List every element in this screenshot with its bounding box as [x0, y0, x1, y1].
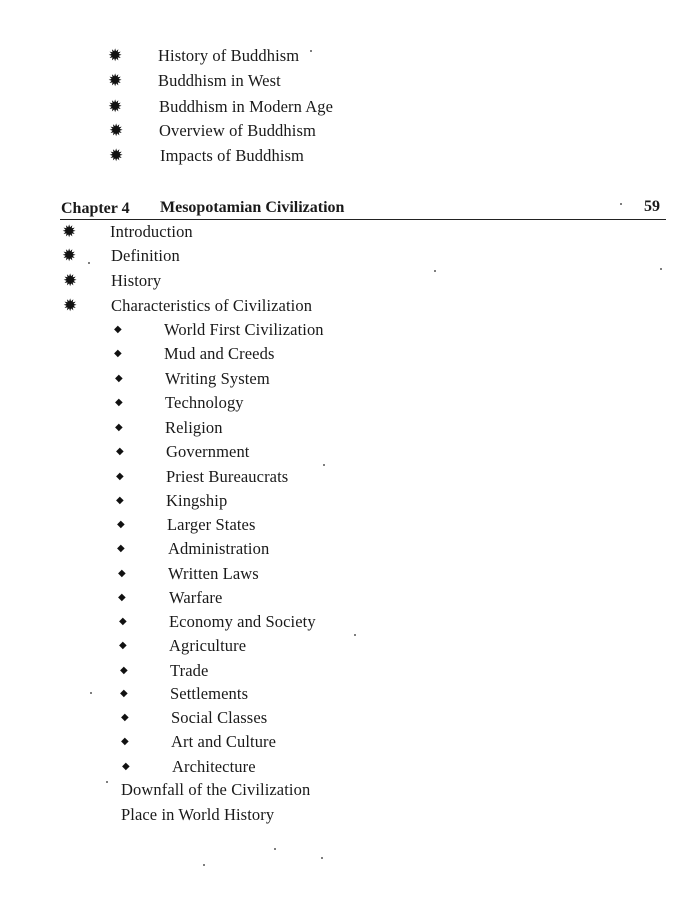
diamond-bullet-icon: ◆: [114, 324, 122, 335]
scan-speck: [310, 50, 312, 52]
list-item-label: Settlements: [170, 684, 249, 703]
list-item-label: Trade: [170, 661, 209, 680]
list-item-label: Downfall of the Civilization: [121, 780, 311, 799]
list-item-label: Buddhism in Modern Age: [159, 97, 334, 116]
star-bullet-icon: ✹: [108, 70, 123, 91]
star-bullet-icon: ✹: [109, 120, 124, 141]
diamond-bullet-icon: ◆: [115, 397, 123, 408]
diamond-bullet-icon: ◆: [117, 519, 125, 530]
list-item-label: Characteristics of Civilization: [111, 296, 313, 315]
scan-speck: [660, 268, 662, 270]
diamond-bullet-icon: ◆: [120, 688, 128, 699]
chapter-label: Chapter 4: [61, 200, 130, 217]
list-item-label: Overview of Buddhism: [159, 121, 316, 140]
scan-speck: [434, 270, 436, 272]
list-item-label: Introduction: [110, 222, 193, 241]
diamond-bullet-icon: ◆: [116, 495, 124, 506]
list-item-label: Impacts of Buddhism: [160, 146, 304, 165]
scan-speck: [274, 848, 276, 850]
list-item-label: Definition: [111, 246, 180, 265]
diamond-bullet-icon: ◆: [118, 592, 126, 603]
list-item-label: Art and Culture: [171, 732, 277, 751]
diamond-bullet-icon: ◆: [121, 712, 129, 723]
diamond-bullet-icon: ◆: [114, 348, 122, 359]
list-item-label: Government: [166, 442, 250, 461]
diamond-bullet-icon: ◆: [120, 665, 128, 676]
diamond-bullet-icon: ◆: [115, 373, 123, 384]
list-item-label: Warfare: [169, 588, 223, 607]
scan-speck: [106, 781, 108, 783]
chapter-title: Mesopotamian Civilization: [160, 199, 345, 216]
chapter-heading: [60, 198, 664, 220]
list-item-label: Religion: [165, 418, 223, 437]
list-item-label: Technology: [165, 393, 244, 412]
star-bullet-icon: ✹: [108, 45, 123, 66]
diamond-bullet-icon: ◆: [117, 543, 125, 554]
diamond-bullet-icon: ◆: [122, 761, 130, 772]
list-item-label: Mud and Creeds: [164, 344, 275, 363]
diamond-bullet-icon: ◆: [119, 616, 127, 627]
star-bullet-icon: ✹: [109, 145, 124, 166]
diamond-bullet-icon: ◆: [116, 446, 124, 457]
list-item-label: Economy and Society: [169, 612, 316, 631]
diamond-bullet-icon: ◆: [116, 471, 124, 482]
diamond-bullet-icon: ◆: [121, 736, 129, 747]
chapter-page-number: 59: [644, 198, 660, 215]
diamond-bullet-icon: ◆: [115, 422, 123, 433]
chapter-divider: [60, 219, 666, 220]
star-bullet-icon: ✹: [63, 295, 78, 316]
star-bullet-icon: ✹: [62, 221, 77, 242]
list-item-label: Buddhism in West: [158, 71, 281, 90]
diamond-bullet-icon: ◆: [119, 640, 127, 651]
list-item-label: Place in World History: [121, 805, 275, 824]
list-item-label: Priest Bureaucrats: [166, 467, 289, 486]
scan-speck: [323, 464, 325, 466]
diamond-bullet-icon: ◆: [118, 568, 126, 579]
list-item-label: Social Classes: [171, 708, 268, 727]
list-item-label: Writing System: [165, 369, 270, 388]
list-item-label: Kingship: [166, 491, 228, 510]
star-bullet-icon: ✹: [62, 245, 77, 266]
list-item-label: History: [111, 271, 162, 290]
list-item-label: Administration: [168, 539, 270, 558]
list-item-label: History of Buddhism: [158, 46, 300, 65]
list-item-label: World First Civilization: [164, 320, 324, 339]
list-item-label: Larger States: [167, 515, 256, 534]
list-item-label: Architecture: [172, 757, 256, 776]
scan-speck: [354, 634, 356, 636]
list-item-label: Agriculture: [169, 636, 247, 655]
star-bullet-icon: ✹: [63, 270, 78, 291]
list-item-label: Written Laws: [168, 564, 259, 583]
star-bullet-icon: ✹: [108, 96, 123, 117]
scan-speck: [321, 857, 323, 859]
scan-speck: [203, 864, 205, 866]
scan-speck: [90, 692, 92, 694]
scan-speck: [620, 203, 622, 205]
scan-speck: [88, 262, 90, 264]
